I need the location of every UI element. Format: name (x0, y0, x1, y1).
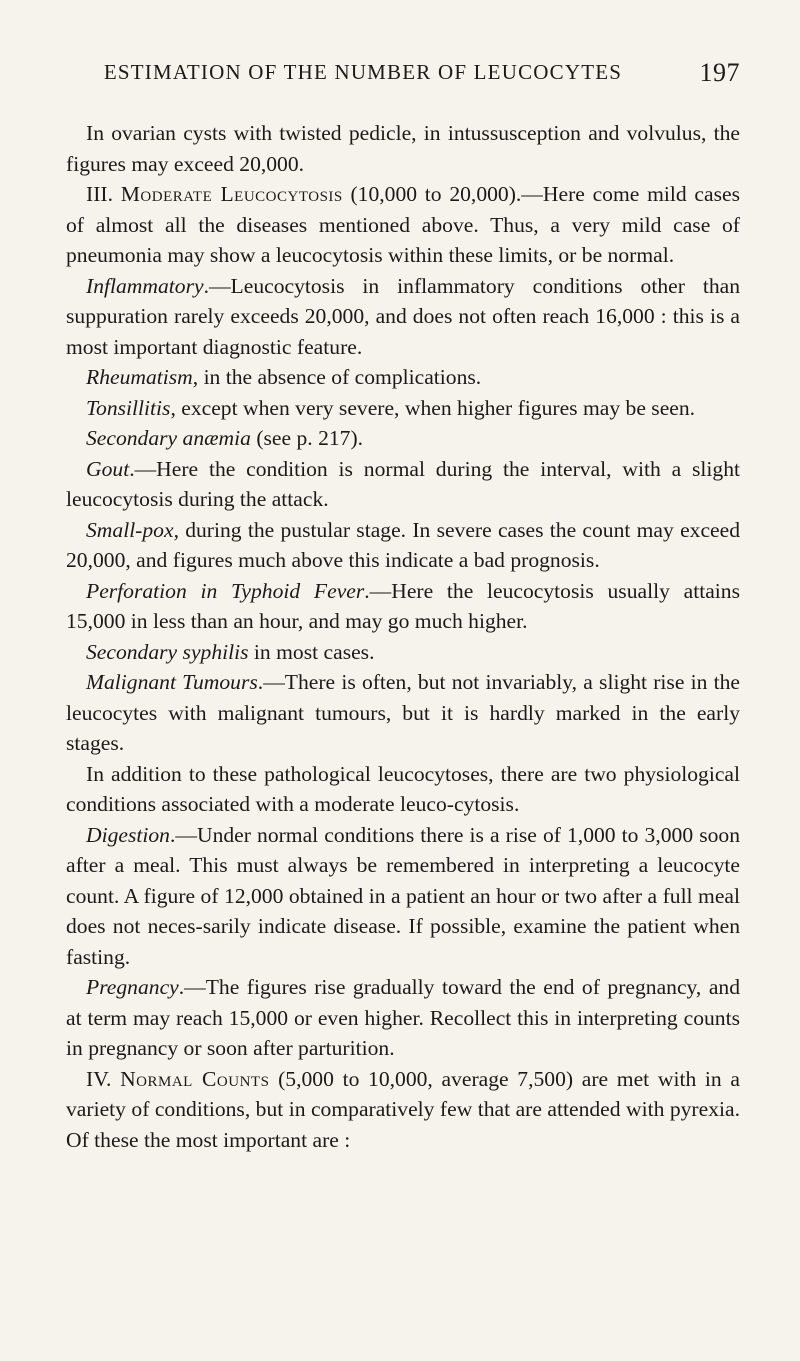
section-numeral: IV. (86, 1066, 121, 1091)
paragraph-text: in most cases. (248, 639, 375, 664)
paragraph-text: (see p. 217). (250, 426, 364, 450)
paragraph-small-pox (66, 515, 740, 576)
term-heading: Rheumatism (86, 365, 193, 389)
paragraph-text: .—Here the condition is normal during the interval, with a slight leucocytosis during the attack. (66, 456, 740, 511)
paragraph-moderate-leucocytosis (66, 179, 740, 271)
section-heading: Normal Counts (120, 1066, 270, 1091)
paragraph-text: (10,000 to 20,000).—Here come mild cases of almost all the diseases mentioned above. Thus, a very mild case of pneumonia may show a leucocytosis within these limits, or be normal. (66, 182, 740, 267)
paragraph-text: , except when very severe, when higher figures may be seen. (170, 395, 696, 420)
paragraph-text: .—The figures rise gradually toward the end of pregnancy, and at term may reach 15,000 or even higher. Recollect this in interpreting counts in pregnancy or soon after parturition. (66, 975, 740, 1060)
term-heading: Pregnancy (86, 975, 179, 999)
paragraph-tonsillitis (66, 393, 740, 424)
paragraph-text: In addition to these pathological leucocytoses, there are two physiological conditions associated with a moderate leuco-cytosis. (66, 761, 740, 816)
term-heading: Perforation in Typhoid Fever (86, 578, 365, 603)
term-heading: Digestion (86, 822, 170, 847)
body-text (66, 118, 740, 1155)
term-heading: Secondary syphilis (86, 639, 249, 664)
page-number: 197 (699, 58, 740, 87)
paragraph-rheumatism (66, 362, 740, 393)
paragraph-malignant-tumours (66, 667, 740, 759)
paragraph-text: .—There is often, but not invariably, a slight rise in the leucocytes with malignant tumours, but it is hardly marked in the early stages. (66, 670, 741, 755)
paragraph-physiological (66, 759, 740, 820)
paragraph-text: .—Here the leucocytosis usually attains 15,000 in less than an hour, and may go much higher. (66, 578, 740, 633)
term-heading: Secondary anæmia (86, 426, 251, 450)
paragraph-digestion (66, 820, 740, 973)
paragraph-text: , during the pustular stage. In severe cases the count may exceed 20,000, and figures much above this indicate a bad prognosis. (66, 517, 740, 572)
term-heading: Gout (86, 456, 130, 481)
section-heading: Moderate Leucocytosis (120, 182, 343, 206)
paragraph-secondary-syphilis (66, 637, 740, 668)
paragraph-normal-counts (66, 1064, 740, 1156)
term-heading: Tonsillitis (86, 395, 171, 420)
term-heading: Inflammatory (86, 273, 204, 298)
paragraph-ovarian-cysts (66, 118, 740, 179)
paragraph-perforation-typhoid (66, 576, 740, 637)
paragraph-text: , in the absence of complications. (192, 365, 482, 389)
paragraph-text: (5,000 to 10,000, average 7,500) are met with in a variety of conditions, but in comparatively few that are attended with pyrexia. Of these the most important are : (66, 1066, 740, 1152)
paragraph-text: In ovarian cysts with twisted pedicle, in intussusception and volvulus, the figures may exceed 20,000. (66, 121, 740, 176)
term-heading: Malignant Tumours (86, 670, 258, 694)
paragraph-text: .—Under normal conditions there is a rise of 1,000 to 3,000 soon after a meal. This must always be remembered in interpreting a leucocyte count. A figure of 12,000 obtained in a patient an hour or two after a full meal does not neces-sarily indicate disease. If possible, examine the patient when fasting. (66, 822, 740, 969)
term-heading: Small-pox (86, 517, 174, 542)
running-head (66, 60, 740, 94)
paragraph-pregnancy (66, 972, 740, 1064)
paragraph-gout (66, 454, 740, 515)
paragraph-text: .—Leucocytosis in inflammatory conditions other than suppuration rarely exceeds 20,000, and does not often reach 16,000 : this is a most important diagnostic feature. (66, 273, 740, 359)
running-title: ESTIMATION OF THE NUMBER OF LEUCOCYTES (103, 60, 623, 84)
paragraph-inflammatory (66, 271, 740, 363)
section-numeral: III. (86, 182, 121, 206)
paragraph-secondary-anaemia (66, 423, 740, 454)
